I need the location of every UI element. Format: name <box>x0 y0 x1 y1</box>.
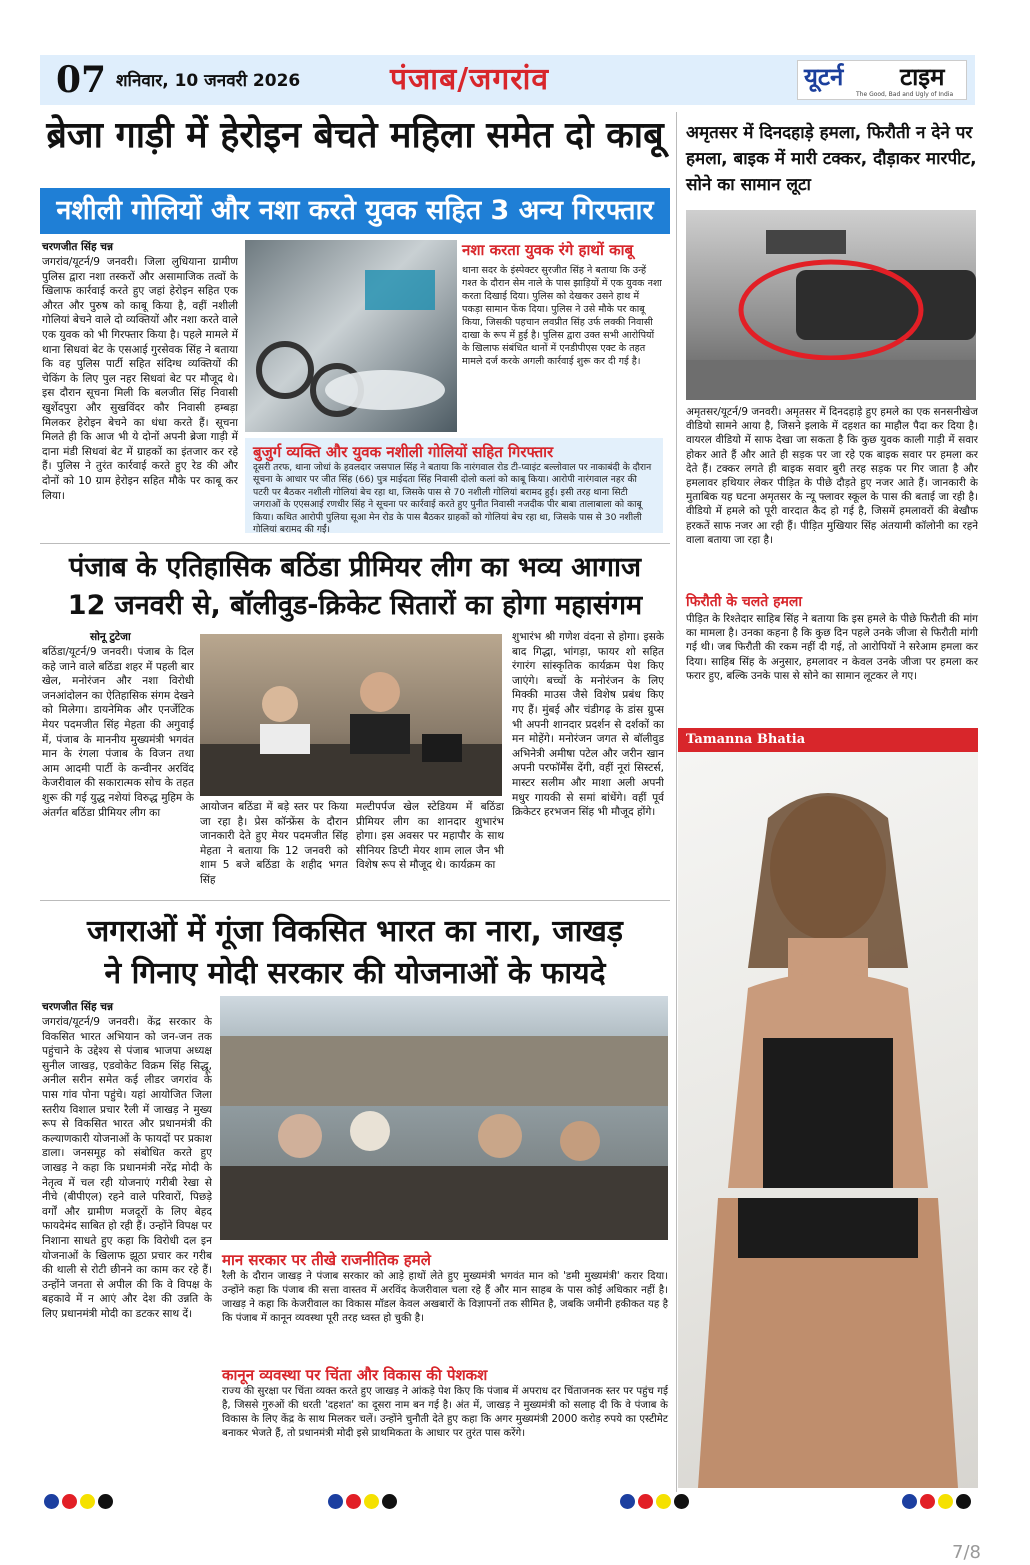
story1-headline: ब्रेजा गाड़ी में हेरोइन बेचते महिला समेत दो काबू <box>46 115 664 156</box>
story3-body: जगरांव/यूटर्न/9 जनवरी। केंद्र सरकार के विकसित भारत अभियान को जन-जन तक पहुंचाने के उद्देश्य से पंजाब भाजपा अध्यक्ष सुनील जाखड़, एडवोकेट विक्रम सिंह सिद्धू, अनील सरीन समेत कई लीडर जगरांव के पास गांव पोना पहुंचे। यहां आयोजित जिला स्तरीय विशाल प्रचार रैली में जाखड़ ने मुख्य रूप से विकसित भारत और प्रधानमंत्री की कल्याणकारी योजनाओं के फायदों पर प्रकाश डाला। जनसमूह को संबोधित करते हुए जाखड़ ने कहा कि प्रधानमंत्री नरेंद्र मोदी के नेतृत्व में चल रही योजनाएं गरीबी रेखा से नीचे (बीपीएल) रहने वाले परिवारों, पिछड़े वर्गों और ग्रामीण मजदूरों के लिए बेहद फायदेमंद साबित हो रही हैं। उन्होंने विपक्ष पर निशाना साधते हुए कहा कि विरोधी दल इन योजनाओं के खिलाफ झूठा प्रचार कर गरीब की थाली से रोटी छीनने का काम कर रहे हैं। उन्होंने जनता से अपील की कि वे विपक्ष के बहकावे में न आएं और देश की उन्नति के लिए प्रधानमंत्री मोदी का डटकर साथ दें। <box>42 1016 212 1320</box>
blue-dot-icon <box>44 1494 59 1509</box>
story4-headline: अमृतसर में दिनदहाड़े हमला, फिरौती न देने पर हमला, बाइक में मारी टक्कर, दौड़ाकर मारपीट, सोने का सामान लूटा <box>686 123 977 195</box>
story1-box2-head: बुजुर्ग व्यक्ति और युवक नशीली गोलियों सहित गिरफ्तार <box>253 443 554 461</box>
rally-photo <box>220 996 668 1240</box>
microphone-icon <box>200 634 502 796</box>
highlight-circle-icon <box>686 210 976 400</box>
photo-caption: Tamanna Bhatia <box>678 728 978 752</box>
story3-sub2-body: राज्य की सुरक्षा पर चिंता व्यक्त करते हुए जाखड़ ने आंकड़े पेश किए कि पंजाब में अपराध दर चिंताजनक स्तर पर पहुंच गई है, जिससे गुरुओं की धरती 'दहशत' का दूसरा नाम बन गई है। अंत में, जाखड़ ने मुख्यमंत्री को सलाह दी कि वे पंजाब के विकास के लिए केंद्र के साथ मिलकर चलें। उन्होंने चुनौती देते हुए कहा कि अगर मुख्यमंत्री 2000 करोड़ रुपये का एस्टीमेट बनाकर भेजते हैं, तो प्रधानमंत्री मोदी इसे प्राथमिकता के आधार पर तुरंत पास करेंगे। <box>222 1386 668 1439</box>
story3-headline-line1: जगराओं में गूंजा विकसित भारत का नारा, जाखड़ <box>87 914 623 949</box>
story4-sub-head: फिरौती के चलते हमला <box>686 594 803 610</box>
drugs-photo <box>245 240 457 432</box>
column-divider <box>676 112 677 1492</box>
story2-byline: सोनू टुटेजा <box>90 631 131 643</box>
registration-marks <box>328 1494 400 1513</box>
crowd-icon <box>220 996 668 1240</box>
red-dot-icon <box>62 1494 77 1509</box>
logo-tagline: The Good, Bad and Ugly of India <box>856 91 954 98</box>
story3-sub1-body: रैली के दौरान जाखड़ ने पंजाब सरकार को आड़े हाथों लेते हुए मुख्यमंत्री भगवंत मान को 'डमी मुख्यमंत्री' करार दिया। उन्होंने कहा कि पंजाब की सत्ता वास्तव में अरविंद केजरीवाल चला रहे हैं और मान साहब के पास कोई अधिकार नहीं है। जाखड़ ने कहा कि केजरीवाल का विकास मॉडल केवल अखबारों के विज्ञापनों तक सीमित है, जबकि जमीनी हकीकत यह है कि पंजाब में कानून व्यवस्था पूरी तरह ध्वस्त हो चुकी है। <box>222 1271 669 1324</box>
yellow-dot-icon <box>364 1494 379 1509</box>
story3-sub1 <box>222 1250 668 1326</box>
yellow-dot-icon <box>80 1494 95 1509</box>
cctv-photo <box>686 210 976 400</box>
yellow-dot-icon <box>656 1494 671 1509</box>
handcuffs-icon <box>245 240 457 432</box>
yellow-dot-icon <box>938 1494 953 1509</box>
registration-marks <box>902 1494 974 1513</box>
story1-byline: चरणजीत सिंह चन्न <box>42 241 114 253</box>
story1-box1-body: थाना सदर के इंस्पेक्टर सुरजीत सिंह ने बताया कि उन्हें गश्त के दौरान सेम नाले के पास झाड़ियों में एक युवक नशा करता दिखाई दिया। पुलिस को देखकर उसने हाथ में पकड़ा सामान फेंक दिया। पुलिस ने उसे मौके पर काबू किया, जिसकी पहचान लवप्रीत सिंह उर्फ लक्की निवासी दाखा के रूप में हुई है। पुलिस द्वारा उक्त सभी आरोपियों के खिलाफ संबंधित थानों में एनडीपीएस एक्ट के तहत मामले दर्ज करके अगली कार्रवाई शुरू कर दी गई है। <box>462 265 662 367</box>
red-dot-icon <box>638 1494 653 1509</box>
story1-body: जगरांव/यूटर्न/9 जनवरी। जिला लुधियाना ग्रामीण पुलिस द्वारा नशा तस्करों और असामाजिक तत्वों के खिलाफ कार्रवाई करते हुए जहां हेरोइन सहित एक औरत और पुरुष को काबू किया है, वहीं नशीली गोलियां बेचने वाले दो व्यक्तियों और नशा करते वाले एक युवक को भी गिरफ्तार किया है। पहले मामले में थाना सिधवां बेट के एसआई गुरसेवक सिंह ने बताया कि वह पुलिस पार्टी सहित संदिग्ध व्यक्तियों की चेकिंग के लिए पुल नहर सिधवां बेट पर मौजूद थे। इस दौरान सूचना मिली कि बलजीत सिंह निवासी खुर्शेदपुरा और सुखविंदर कौर निवासी हम्बड़ा मिलकर हेरोइन बेचने का धंधा करते हैं। सूचना मिलते ही कि आज भी ये दोनों अपनी ब्रेजा गाड़ी में दाना मंडी सिधवां बेट में ग्राहकों का इंतजार कर रहे हैं। पुलिस ने तुरंत कार्रवाई करते हुए रेड की और दोनों को 10 ग्राम हेरोइन सहित मौके पर काबू कर लिया। <box>42 256 238 502</box>
black-dot-icon <box>956 1494 971 1509</box>
story4-sub <box>686 592 978 683</box>
blue-dot-icon <box>902 1494 917 1509</box>
story1-subheadline: नशीली गोलियों और नशा करते युवक सहित 3 अन्य गिरफ्तार <box>40 188 670 234</box>
press-conference-photo <box>200 634 502 796</box>
story1-box1-head: नशा करता युवक रंगे हाथों काबू <box>462 241 634 259</box>
black-dot-icon <box>98 1494 113 1509</box>
celebrity-photo <box>678 728 978 1488</box>
story2-headline-line1: पंजाब के एतिहासिक बठिंडा प्रीमियर लीग का भव्य आगाज <box>69 552 641 583</box>
registration-marks <box>44 1494 116 1513</box>
story2-col2: आयोजन बठिंडा में बड़े स्तर पर किया जा रहा है। प्रेस कॉन्फ्रेंस के दौरान जानकारी देते हुए मेयर पदमजीत सिंह मेहता ने बताया कि 12 जनवरी को शाम 5 बजे बठिंडा के शहीद भगत सिंह <box>200 801 348 886</box>
story1-box1 <box>462 240 662 435</box>
divider <box>40 543 670 544</box>
story4-body: अमृतसर/यूटर्न/9 जनवरी। अमृतसर में दिनदहाड़े हुए हमले का एक सनसनीखेज वीडियो सामने आया है, जिसने इलाके में दहशत का माहौल पैदा कर दिया है। वायरल वीडियो में साफ देखा जा सकता है कि कुछ युवक काली गाड़ी में सवार होकर आते हैं और आते ही सड़क पर जा रहे एक बाइक सवार पर हमला कर देते हैं। टक्कर लगते ही बाइक सवार बुरी तरह सड़क पर गिर जाता है और हमलावर हथियार लेकर पीड़ित के पीछे दौड़ते हुए नजर आते हैं। जानकारी के मुताबिक यह घटना अमृतसर के न्यू फ्लावर स्कूल के पास की बताई जा रही है। वीडियो में हमले को पूरी वारदात कैद हो गई है, जिसमें हमलावरों की बेखौफ हरकतें साफ नजर आ रही हैं। पीड़ित मुखियार सिंह अंतयामी कॉलोनी का रहने वाला बताया जा रहा है। <box>686 406 978 546</box>
story2-headline-line2: 12 जनवरी से, बॉलीवुड-क्रिकेट सितारों का होगा महासंगम <box>67 590 643 621</box>
story2-col3: मल्टीपर्पज खेल स्टेडियम में बठिंडा प्रीमियर लीग का शानदार शुभारंभ होगा। इस अवसर पर महापौर के साथ सीनियर डिप्टी मेयर शाम लाल जैन भी विशेष रूप से मौजूद थे। कार्यक्रम का <box>356 801 504 872</box>
red-dot-icon <box>920 1494 935 1509</box>
person-silhouette-icon <box>678 728 978 1488</box>
blue-dot-icon <box>620 1494 635 1509</box>
story2-col1: बठिंडा/यूटर्न/9 जनवरी। पंजाब के दिल कहे जाने वाले बठिंडा शहर में पहली बार खेल, मनोरंजन और नशा विरोधी जनआंदोलन का ऐतिहासिक संगम देखने को मिलेगा। डायनेमिक और एनर्जेटिक मेयर पदमजीत सिंह मेहता की अगुवाई में, पंजाब के माननीय मुख्यमंत्री भगवंत मान के रंगला पंजाब के विजन तथा आम आदमी पार्टी के कन्वीनर अरविंद केजरीवाल की सकारात्मक सोच के तहत शुरू की गई युद्ध नशेयां विरुद्ध मुहिम के अंतर्गत बठिंडा प्रीमियर लीग का <box>42 646 194 819</box>
story3-sub2-head: कानून व्यवस्था पर चिंता और विकास की पेशकश <box>222 1366 488 1384</box>
section-title: पंजाब/जगरांव <box>390 62 550 97</box>
story2-col4: शुभारंभ श्री गणेश वंदना से होगा। इसके बाद गिद्धा, भांगड़ा, फायर शो सहित रंगारंग सांस्कृतिक कार्यक्रम पेश किए जाएंगे। बच्चों के मनोरंजन के लिए मिक्की माउस जैसे विशेष प्रबंध किए गए हैं। मुंबई और चंडीगढ़ के डांस ग्रुप्स भी अपनी शानदार प्रदर्शन से दर्शकों का मन मोहेंगे। मनोरंजन जगत से बॉलीवुड अभिनेत्री अमीषा पटेल और जरीन खान अपनी परफॉर्मेंस देंगी, वहीं नूरां सिस्टर्स, मास्टर सलीम और माशा अली अपनी मधुर गायकी से समां बांधेंगे। वहीं पूर्व क्रिकेटर हरभजन सिंह भी मौजूद होंगे। <box>512 631 664 819</box>
story3-sub2 <box>222 1365 668 1441</box>
logo-part1: यूटर्न <box>804 63 844 91</box>
story3-headline-line2: ने गिनाए मोदी सरकार की योजनाओं के फायदे <box>104 956 606 991</box>
logo-part2: टाइम <box>900 63 945 91</box>
story1-box2-body: दूसरी तरफ, थाना जोधां के हवलदार जसपाल सिंह ने बताया कि नारंगवाल रोड टी-प्वाइंट बल्लोवाल पर नाकाबंदी के दौरान सूचना के आधार पर जीत सिंह (66) पुत्र माईदता सिंह निवासी दोलो कलां को काबू किया। आरोपी नारंगवाल नहर की पटरी पर बैठकर नशीली गोलियां बेच रहा था, जिसके पास से 70 नशीली गोलियां बरामद हुई। इसी तरह थाना सिटी जगराओं के एएसआई रणधीर सिंह ने सूचना पर कार्रवाई करते हुए पुनीत निवासी नजदीक पीर बाबा तालाबाला को काबू किया। कथित आरोपी पुलिया सूआ मेन रोड के पास बैठकर ग्राहकों को गोलियां बेच रहा था, जिसके पास से 30 नशीली गोलियां बरामद की गईं। <box>253 462 652 536</box>
red-dot-icon <box>346 1494 361 1509</box>
newspaper-logo <box>797 60 967 100</box>
page-fraction: 7/8 <box>952 1542 981 1563</box>
registration-marks <box>620 1494 692 1513</box>
black-dot-icon <box>674 1494 689 1509</box>
story3-sub1-head: मान सरकार पर तीखे राजनीतिक हमले <box>222 1251 431 1269</box>
story3-byline: चरणजीत सिंह चन्न <box>42 1001 114 1013</box>
divider <box>40 900 670 901</box>
issue-date: शनिवार, 10 जनवरी 2026 <box>116 71 301 91</box>
blue-dot-icon <box>328 1494 343 1509</box>
black-dot-icon <box>382 1494 397 1509</box>
story4-sub-body: पीड़ित के रिश्तेदार साहिब सिंह ने बताया कि इस हमले के पीछे फिरौती की मांग का मामला है। उनका कहना है कि कुछ दिन पहले उनके जीजा से फिरौती मांगी गई थी। जब फिरौती की रकम नहीं दी गई, तो आरोपियों ने सरेआम हमला कर दिया। साहिब सिंह के अनुसार, हमलावर न केवल उनके जीजा पर हमला कर फरार हुए, बल्कि उनके पास से सोने का सामान लूटकर ले गए। <box>686 613 978 682</box>
story1-box2 <box>245 438 663 536</box>
page-number: 07 <box>56 59 107 101</box>
